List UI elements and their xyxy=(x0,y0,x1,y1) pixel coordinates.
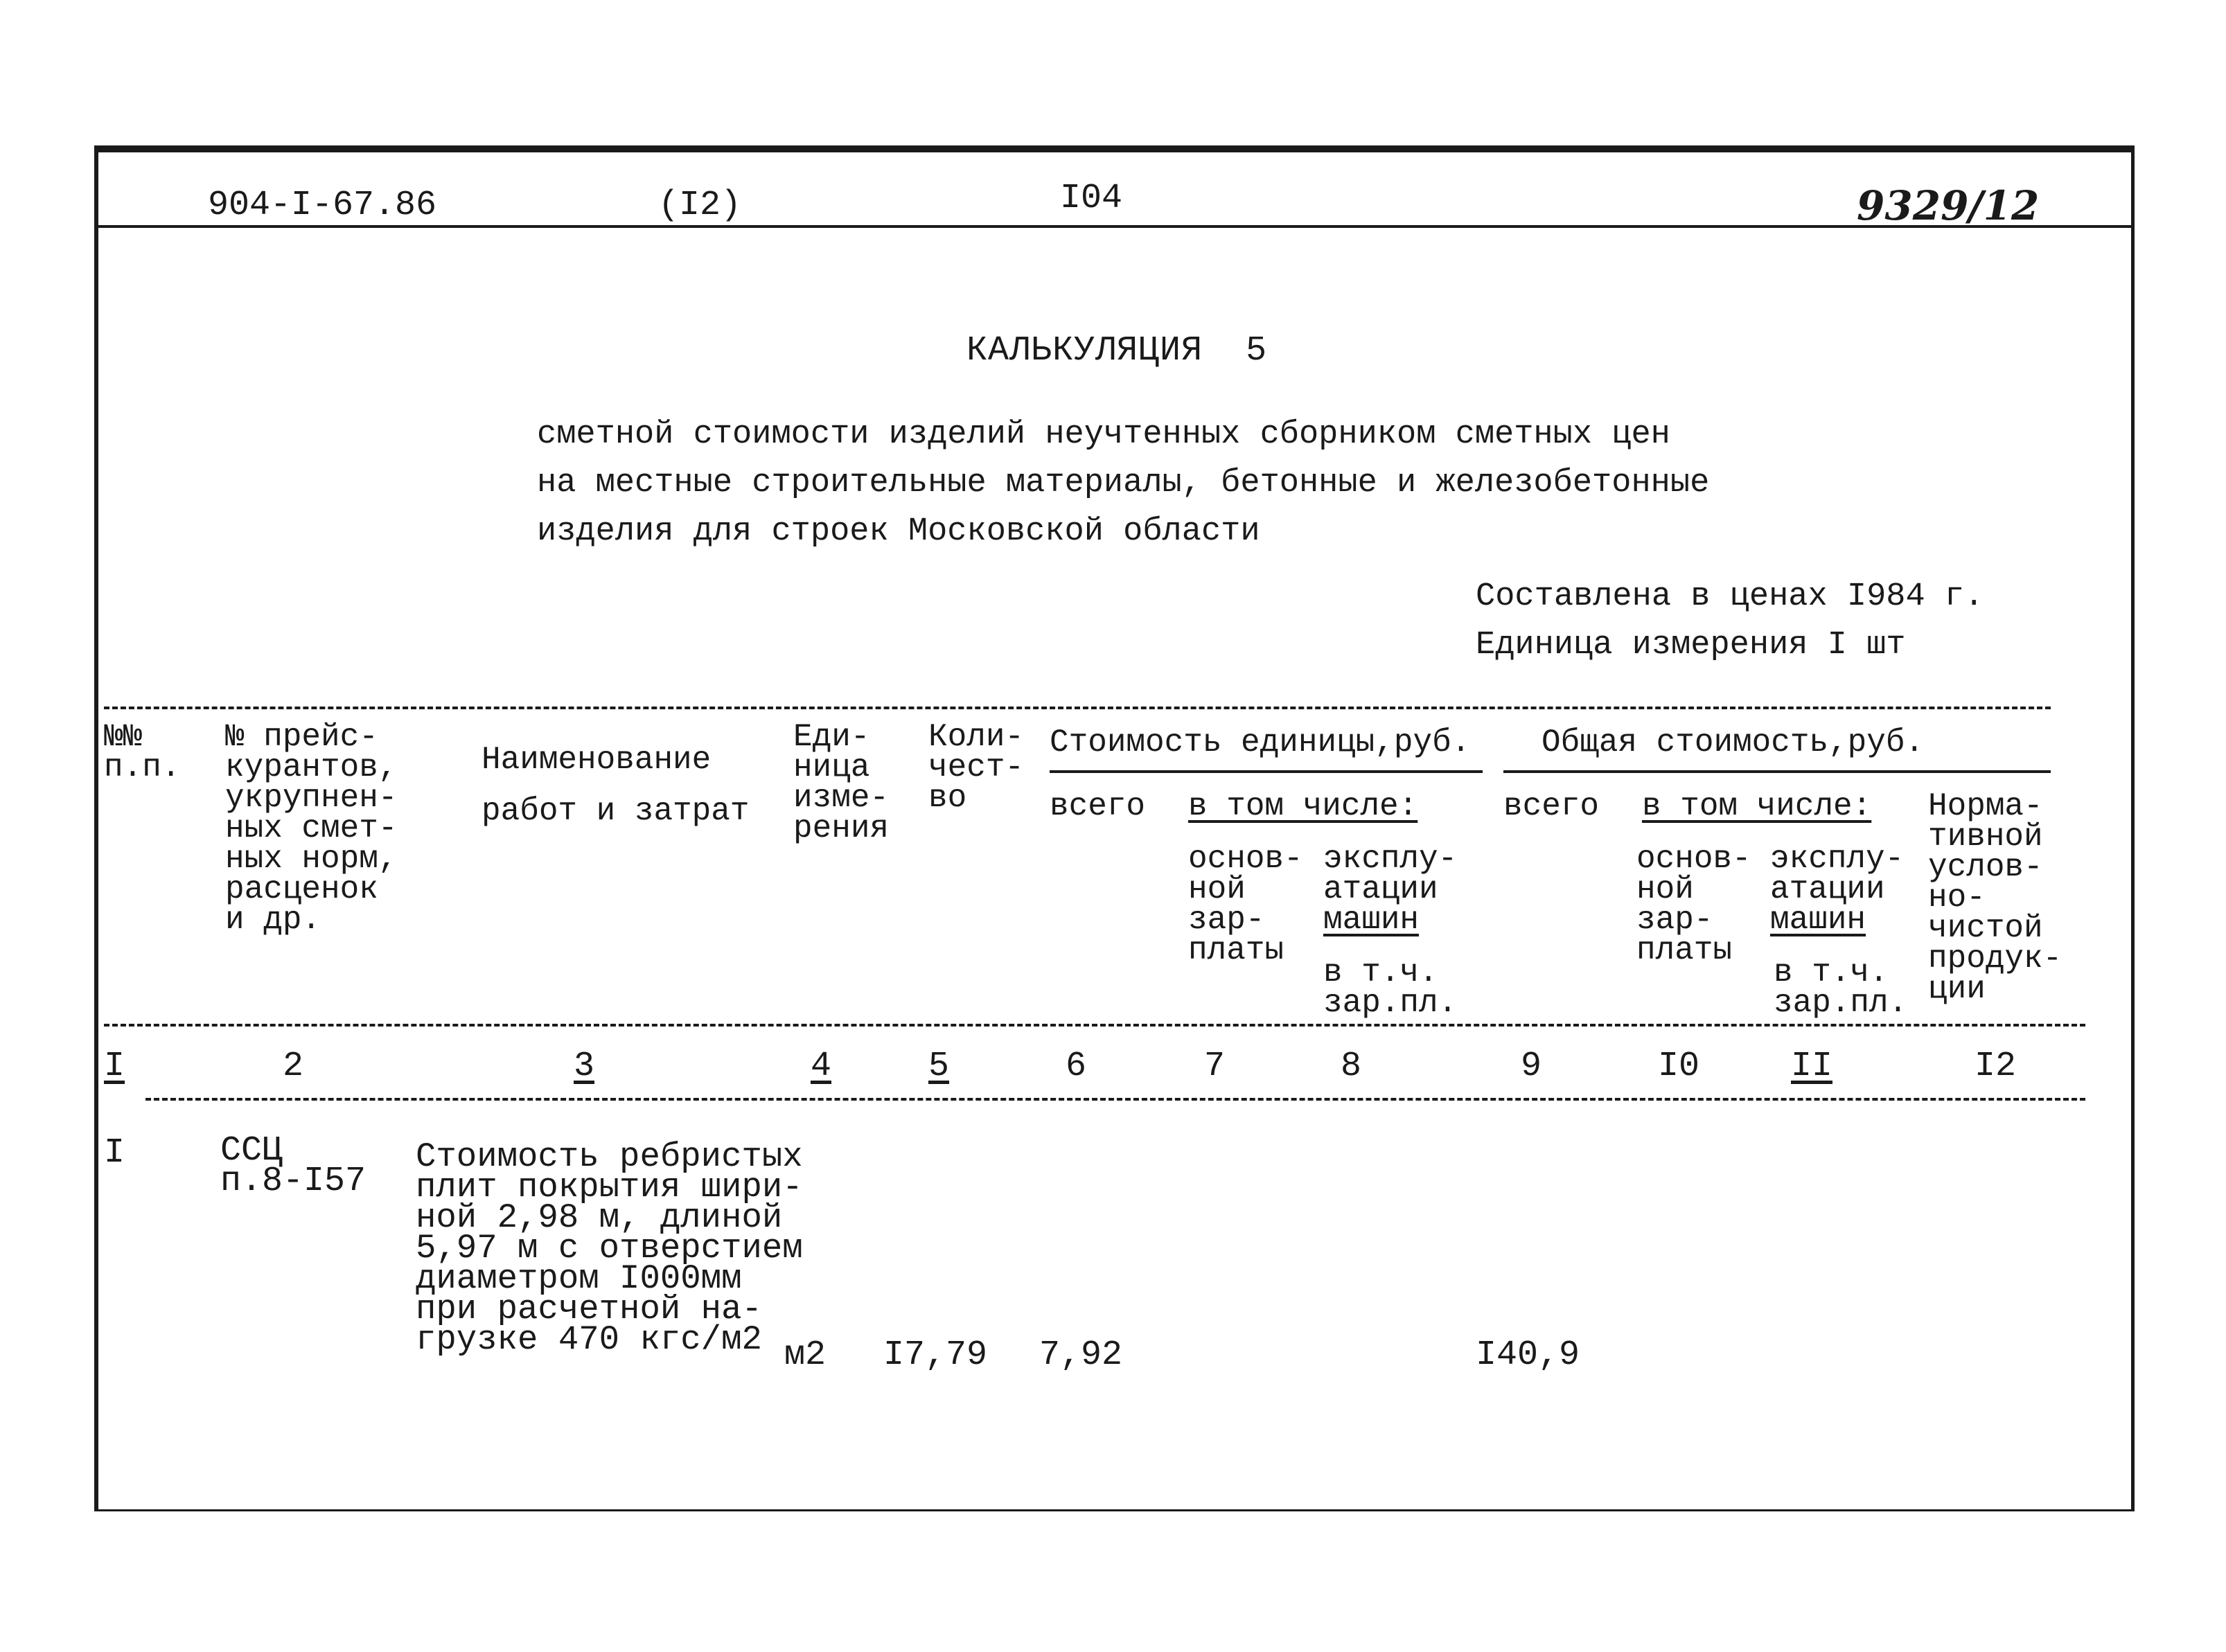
unit-of-measure: Единица измерения I шт xyxy=(1476,627,1906,664)
subtitle-line-1: сметной стоимости изделий неучтенных сборником сметных цен xyxy=(537,416,1670,453)
col11-sub-header: в т.ч. зар.пл. xyxy=(1774,954,1908,1021)
col5-header: Коли- чест- во xyxy=(928,719,1025,816)
colnum-1: I xyxy=(104,1047,125,1086)
row1-unit: м2 xyxy=(784,1335,827,1375)
colnum-6: 6 xyxy=(1066,1047,1087,1086)
col2-header: № прейс- курантов, укрупнен- ных смет- ных норм, расценок и др. xyxy=(225,719,398,938)
total-cost-rule xyxy=(1503,770,2051,773)
row1-total: I40,9 xyxy=(1476,1335,1580,1375)
col7-8-group-header: в том числе: xyxy=(1188,788,1418,824)
price-basis: Составлена в ценах I984 г. xyxy=(1476,578,1984,615)
col8-sub-header: в т.ч. зар.пл. xyxy=(1323,954,1458,1021)
colnum-5: 5 xyxy=(928,1047,950,1086)
total-cost-group-header: Общая стоимость,руб. xyxy=(1542,725,1925,761)
col10-header: основ- ной зар- платы xyxy=(1636,841,1751,968)
header-divider xyxy=(98,225,2131,228)
colnum-9: 9 xyxy=(1521,1047,1542,1086)
colnum-3: 3 xyxy=(574,1047,595,1086)
colnum-10: I0 xyxy=(1658,1047,1700,1086)
col12-header: Норма- тивной услов- но- чистой продук- ции xyxy=(1928,788,2062,1007)
row1-description: Стоимость ребристых плит покрытия шири- ной 2,98 м, длиной 5,97 м с отверстием диаметром I000мм при расчетной на- грузке 470 кгс/м2 xyxy=(416,1137,803,1359)
colnum-2: 2 xyxy=(283,1047,304,1086)
doc-code: 904-I-67.86 xyxy=(208,186,437,225)
col1-header: №№ п.п. xyxy=(104,719,181,785)
colnum-4: 4 xyxy=(811,1047,832,1086)
colnum-7: 7 xyxy=(1204,1047,1226,1086)
col8-header: эксплу- атации машин xyxy=(1323,841,1458,938)
header-bottom-rule xyxy=(104,1024,2085,1027)
col3-header: Наименование работ и затрат xyxy=(482,742,750,829)
col10-11-group-header: в том числе: xyxy=(1642,788,1872,824)
row1-quantity: I7,79 xyxy=(883,1335,988,1375)
colnum-11: II xyxy=(1791,1047,1833,1086)
unit-cost-group-header: Стоимость единицы,руб. xyxy=(1050,725,1471,761)
table-top-rule xyxy=(104,707,2051,709)
inventory-number: 9329/12 xyxy=(1857,182,2040,229)
row1-no: I xyxy=(104,1133,125,1173)
col11-header: эксплу- атации машин xyxy=(1770,841,1905,938)
page-number: I04 xyxy=(1060,179,1123,218)
colnum-rule xyxy=(145,1098,2085,1101)
page-title: КАЛЬКУЛЯЦИЯ 5 xyxy=(966,331,1268,371)
row1-unit-total: 7,92 xyxy=(1039,1335,1123,1375)
col4-header: Еди- ница изме- рения xyxy=(793,719,890,846)
col9-header: всего xyxy=(1503,788,1600,824)
row1-reference: ССЦ п.8-I57 xyxy=(220,1131,366,1201)
col7-header: основ- ной зар- платы xyxy=(1188,841,1303,968)
colnum-8: 8 xyxy=(1341,1047,1362,1086)
subtitle-line-2: на местные строительные материалы, бетонные и железобетонные xyxy=(537,465,1710,501)
colnum-12: I2 xyxy=(1975,1047,2017,1086)
subtitle-line-3: изделия для строек Московской области xyxy=(537,513,1260,550)
sheet-number: (I2) xyxy=(658,186,742,225)
unit-cost-rule xyxy=(1050,770,1483,773)
col6-header: всего xyxy=(1050,788,1146,824)
